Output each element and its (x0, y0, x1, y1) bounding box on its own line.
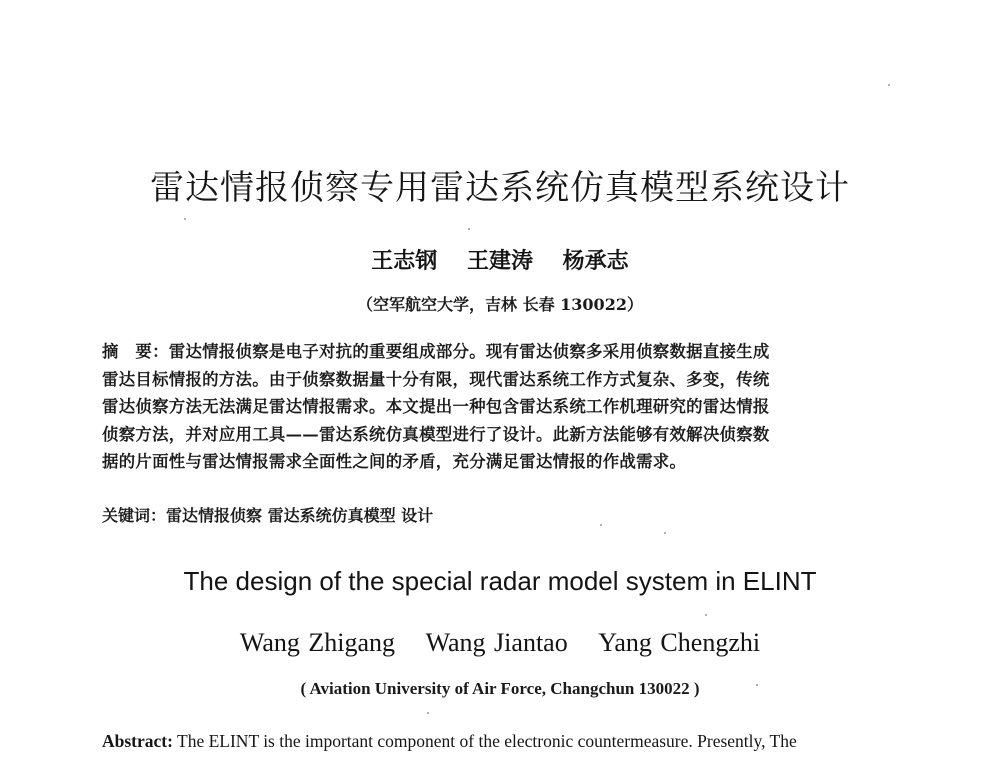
author-en: Wang Jiantao (425, 628, 568, 657)
author-cn: 王志钢 (371, 248, 438, 274)
author-en: Wang Zhigang (239, 628, 396, 657)
scan-speck (705, 614, 707, 616)
abstract-en-text: The ELINT is the important component of the electronic countermeasure. Presently, The (172, 731, 797, 751)
paper-title-en: The design of the special radar model system in ELINT (183, 566, 817, 596)
affiliation-cn: （空军航空大学，吉林 长春 130022） (357, 295, 643, 314)
scan-speck (427, 712, 429, 714)
abstract-cn-line: 雷达目标情报的方法。由于侦察数据量十分有限，现代雷达系统工作方式复杂、多变，传统 (102, 369, 770, 389)
author-list-en (0, 628, 1000, 658)
abstract-cn-label: 摘 要： (102, 342, 169, 361)
abstract-cn-line (102, 338, 902, 366)
scan-speck (756, 684, 758, 686)
keywords-cn-label: 关键词： (102, 506, 167, 525)
author-list-cn (0, 244, 1000, 275)
scan-speck (600, 524, 602, 526)
scan-speck (664, 532, 666, 534)
scan-speck (888, 84, 890, 86)
abstract-cn-line: 雷达侦察方法无法满足雷达情报需求。本文提出一种包含雷达系统工作机理研究的雷达情报 (102, 397, 770, 416)
author-cn: 杨承志 (562, 248, 629, 274)
keywords-cn-text: 雷达情报侦察 雷达系统仿真模型 设计 (166, 506, 434, 525)
scan-speck (184, 218, 186, 220)
abstract-cn-line: 据的片面性与雷达情报需求全面性之间的矛盾，充分满足雷达情报的作战需求。 (102, 452, 687, 471)
abstract-cn (102, 338, 902, 476)
author-cn: 王建涛 (466, 248, 533, 274)
keywords-cn (102, 503, 902, 526)
author-en: Yang Chengzhi (598, 628, 761, 657)
paper-title-cn: 雷达情报侦察专用雷达系统仿真模型系统设计 (150, 168, 850, 208)
abstract-cn-text: 雷达情报侦察是电子对抗的重要组成部分。现有雷达侦察多采用侦察数据直接生成 (168, 342, 770, 361)
scan-speck (468, 228, 470, 230)
abstract-en (102, 726, 902, 756)
abstract-cn-line: 侦察方法，并对应用工具——雷达系统仿真模型进行了设计。此新方法能够有效解决侦察数 (102, 424, 770, 444)
affiliation-en: ( Aviation University of Air Force, Changchun 130022 ) (300, 679, 700, 698)
abstract-en-label: Abstract: (102, 731, 173, 751)
